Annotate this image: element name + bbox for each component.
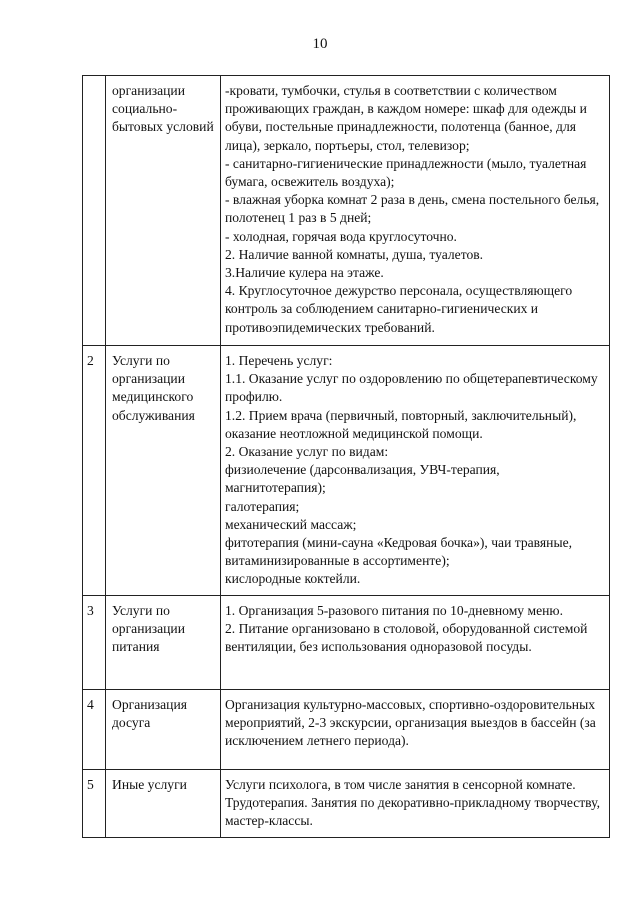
table-row bbox=[83, 690, 610, 770]
description-line: 1. Организация 5-разового питания по 10-дневному меню. bbox=[225, 603, 563, 618]
description-line: Услуги психолога, в том числе занятия в сенсорной комнате. Трудотерапия. Занятия по декоративно-прикладному творчеству, мастер-классы. bbox=[225, 777, 600, 829]
service-name: организации социально-бытовых условий bbox=[106, 76, 221, 346]
service-name: Услуги по организации питания bbox=[106, 596, 221, 690]
description-line: - влажная уборка комнат 2 раза в день, смена постельного белья, полотенец 1 раз в 5 дней; bbox=[225, 192, 600, 226]
description-line: 2. Оказание услуг по видам: bbox=[225, 444, 389, 460]
table-row bbox=[83, 596, 610, 690]
service-name: Иные услуги bbox=[106, 770, 221, 838]
description-line: галотерапия; bbox=[225, 498, 300, 514]
description-line: кислородные коктейли. bbox=[225, 571, 361, 587]
page-number: 10 bbox=[312, 36, 328, 52]
service-description bbox=[221, 76, 610, 346]
service-name: Услуги по организации медицинского обслуживания bbox=[106, 346, 221, 596]
description-line: 1. Перечень услуг: bbox=[225, 353, 333, 368]
description-line: 4. Круглосуточное дежурство персонала, осуществляющего контроль за соблюдением санитарно-гигиенических и противоэпидемических требований. bbox=[225, 283, 573, 335]
table-row bbox=[83, 76, 610, 346]
row-number: 2 bbox=[83, 346, 106, 596]
row-number: 4 bbox=[83, 690, 106, 770]
service-description bbox=[221, 770, 610, 838]
description-line: фитотерапия (мини-сауна «Кедровая бочка»), чаи травяные, витаминизированные в ассортименте); bbox=[225, 535, 573, 569]
table-row bbox=[83, 346, 610, 596]
description-line: 3.Наличие кулера на этаже. bbox=[225, 265, 384, 281]
description-line: 2. Питание организовано в столовой, оборудованной системой вентиляции, без использования одноразовой посуды. bbox=[225, 621, 588, 655]
row-number: 5 bbox=[83, 770, 106, 838]
description-line: 1.2. Прием врача (первичный, повторный, заключительный), оказание неотложной медицинской помощи. bbox=[225, 407, 577, 441]
row-number: 3 bbox=[83, 596, 106, 690]
service-description bbox=[221, 690, 610, 770]
table-row bbox=[83, 770, 610, 838]
description-line: 2. Наличие ванной комнаты, душа, туалетов. bbox=[225, 246, 484, 262]
service-description bbox=[221, 346, 610, 596]
description-line: 1.1. Оказание услуг по оздоровлению по общетерапевтическому профилю. bbox=[225, 371, 598, 405]
service-description bbox=[221, 596, 610, 690]
description-line: - холодная, горячая вода круглосуточно. bbox=[225, 228, 457, 244]
services-table bbox=[82, 75, 610, 838]
description-line: Организация культурно-массовых, спортивно-оздоровительных мероприятий, 2-3 экскурсии, организация выездов в бассейн (за исключением летнего периода). bbox=[225, 697, 596, 749]
description-line: - санитарно-гигиенические принадлежности (мыло, туалетная бумага, освежитель воздуха); bbox=[225, 155, 587, 190]
description-line: механический массаж; bbox=[225, 516, 357, 532]
description-line: -кровати, тумбочки, стулья в соответствии с количеством проживающих граждан, в каждом номере: шкаф для одежды и обуви, постельные принадлежности, полотенца (банное, для лица), зеркало, портьеры, стол, телевизор; bbox=[225, 83, 587, 153]
service-name: Организация досуга bbox=[106, 690, 221, 770]
row-number bbox=[83, 76, 106, 346]
description-line: физиолечение (дарсонвализация, УВЧ-терапия, магнитотерапия); bbox=[225, 462, 500, 496]
